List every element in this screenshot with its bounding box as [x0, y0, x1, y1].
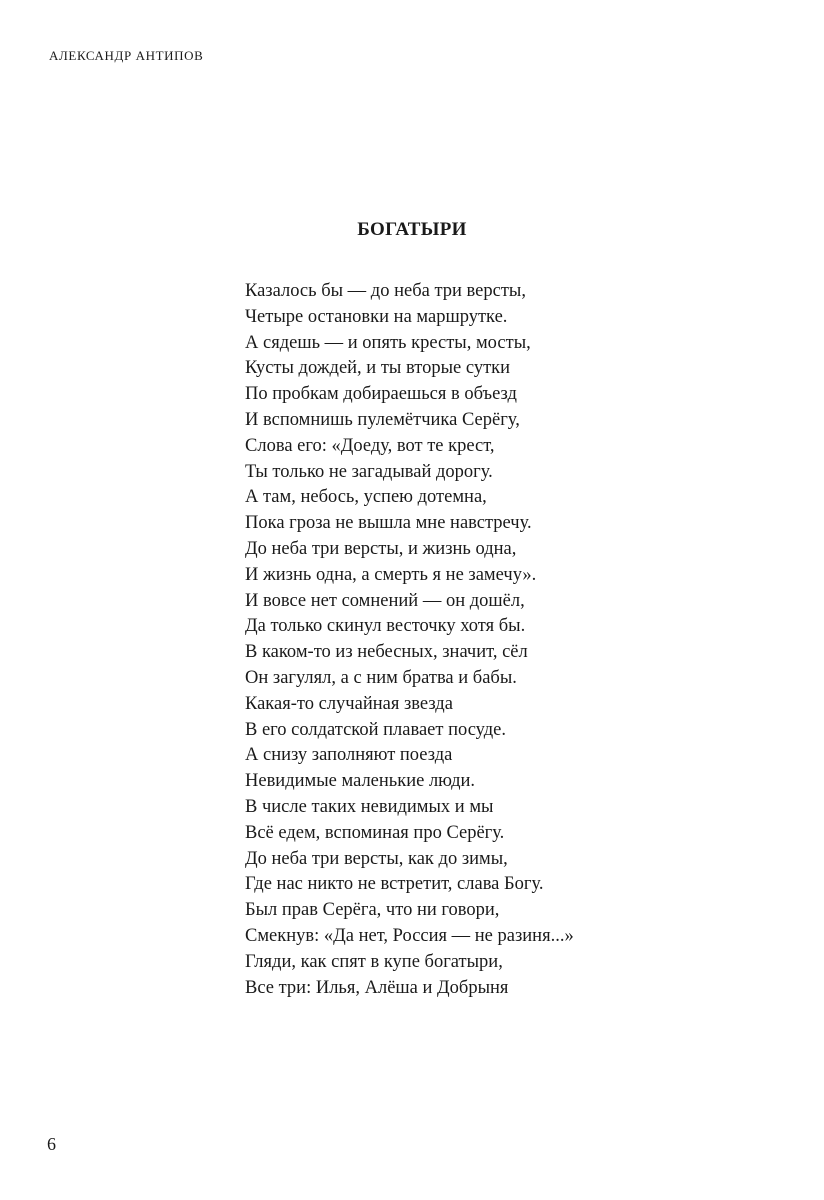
poem-line: Пока гроза не вышла мне навстречу.	[245, 513, 532, 534]
poem-line: В каком-то из небесных, значит, сёл	[245, 642, 528, 663]
poem-line: По пробкам добираешься в объезд	[245, 384, 517, 405]
poem-line: В числе таких невидимых и мы	[245, 796, 494, 817]
poem-line: Невидимые маленькие люди.	[245, 771, 476, 792]
poem-line: А снизу заполняют поезда	[245, 745, 453, 766]
poem-line: Какая-то случайная звезда	[245, 693, 453, 714]
poem-line: Где нас никто не встретит, слава Богу.	[245, 874, 544, 895]
poem-line: Смекнув: «Да нет, Россия — не разиня...»	[245, 925, 574, 946]
poem-line: Четыре остановки на маршрутке.	[245, 306, 508, 327]
page-number: 6	[47, 1134, 56, 1154]
poem-line: А там, небось, успею дотемна,	[245, 487, 487, 508]
running-head-author: АЛЕКСАНДР АНТИПОВ	[49, 48, 204, 63]
poem-line: Гляди, как спят в купе богатыри,	[245, 951, 503, 972]
poem-line: И жизнь одна, а смерть я не замечу».	[245, 564, 537, 585]
poem-text	[245, 279, 574, 1001]
poem-line: Был прав Серёга, что ни говори,	[245, 900, 500, 921]
poem-line: Всё едем, вспоминая про Серёгу.	[245, 822, 505, 843]
poem-line: До неба три версты, и жизнь одна,	[245, 538, 517, 559]
poem-line: И вовсе нет сомнений — он дошёл,	[245, 590, 525, 611]
poem-line: Все три: Илья, Алёша и Добрыня	[245, 977, 509, 998]
poem-line: Да только скинул весточку хотя бы.	[245, 616, 526, 637]
poem-line: Кусты дождей, и ты вторые сутки	[245, 358, 511, 379]
poem-line: Слова его: «Доеду, вот те крест,	[245, 435, 495, 456]
poem-line: Ты только не загадывай дорогу.	[245, 461, 493, 482]
poem-line: Он загулял, а с ним братва и бабы.	[245, 667, 517, 688]
poem-line: До неба три версты, как до зимы,	[245, 848, 508, 869]
poem-line: И вспомнишь пулемётчика Серёгу,	[245, 409, 520, 430]
poem-line: А сядешь — и опять кресты, мосты,	[245, 332, 531, 353]
poem-title: БОГАТЫРИ	[357, 219, 467, 240]
poem-line: В его солдатской плавает посуде.	[245, 719, 506, 740]
poem-line: Казалось бы — до неба три версты,	[245, 281, 526, 301]
